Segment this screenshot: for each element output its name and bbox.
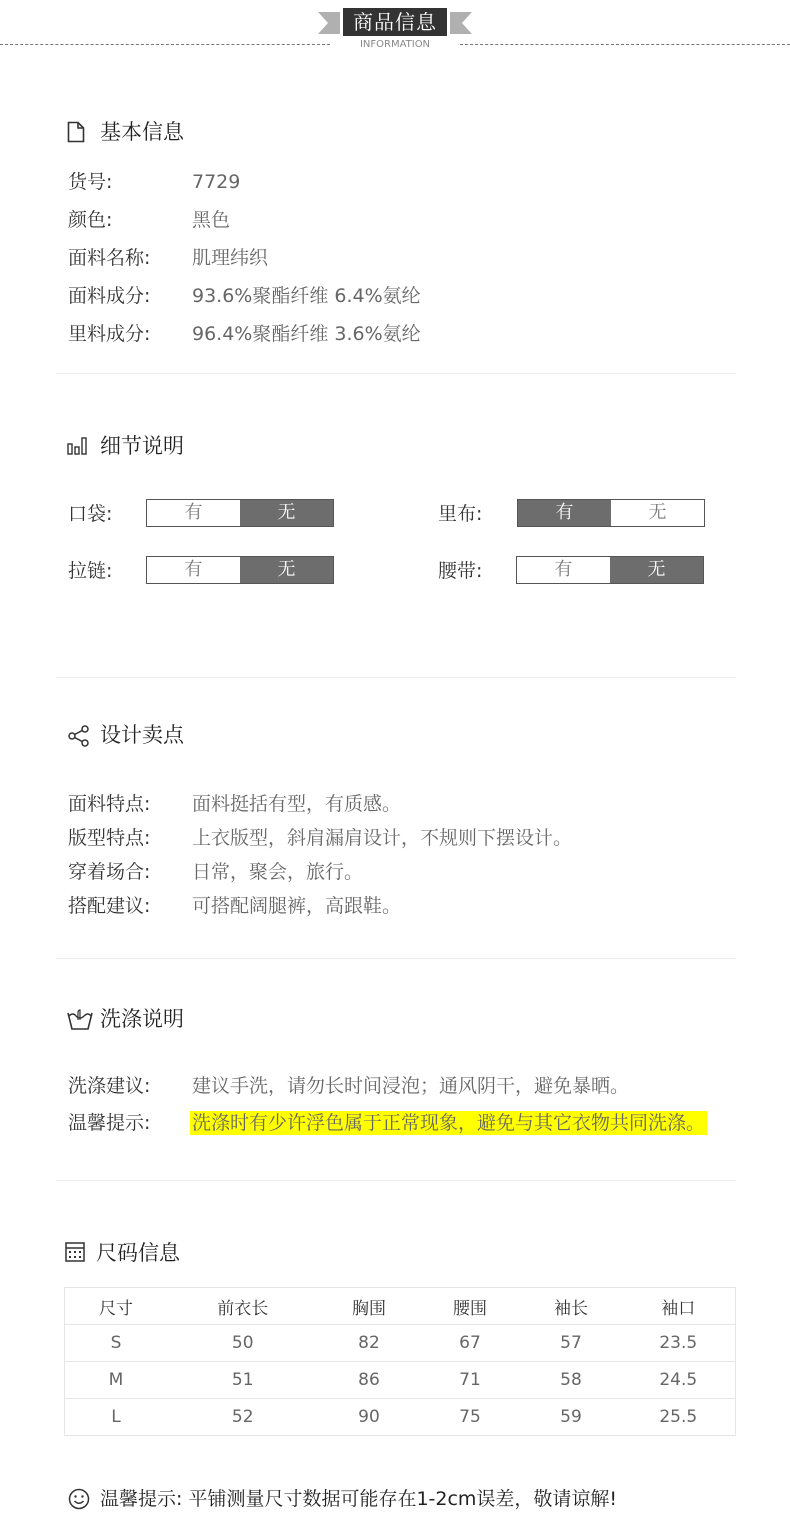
footer-note: 温馨提示: 平铺测量尺寸数据可能存在1-2cm误差，敬请谅解! xyxy=(100,1488,618,1510)
table-cell: 51 xyxy=(167,1362,319,1399)
banner-left-chevron-icon xyxy=(314,12,344,34)
table-row xyxy=(65,1399,736,1436)
design-label: 搭配建议: xyxy=(68,895,151,917)
belt-yes-option: 有 xyxy=(517,557,610,583)
table-cell: 86 xyxy=(318,1362,419,1399)
design-value: 日常，聚会，旅行。 xyxy=(192,861,364,883)
table-header-row xyxy=(65,1288,736,1325)
table-cell: 58 xyxy=(520,1362,621,1399)
table-cell: 82 xyxy=(318,1325,419,1362)
calendar-grid-icon xyxy=(65,1242,85,1262)
table-cell: L xyxy=(65,1399,167,1436)
section-divider xyxy=(56,677,736,678)
basic-value: 肌理纬织 xyxy=(192,247,269,269)
smiley-icon xyxy=(68,1488,90,1510)
bar-chart-icon xyxy=(67,436,91,456)
section-divider xyxy=(56,373,736,374)
table-cell: 24.5 xyxy=(621,1362,735,1399)
table-cell: 23.5 xyxy=(621,1325,735,1362)
table-cell: M xyxy=(65,1362,167,1399)
size-table xyxy=(64,1287,736,1436)
basic-value: 96.4%聚酯纤维 3.6%氨纶 xyxy=(192,323,421,345)
design-value: 可搭配阔腿裤，高跟鞋。 xyxy=(192,895,402,917)
basic-label: 颜色: xyxy=(68,209,113,231)
zipper-toggle xyxy=(146,556,334,584)
share-icon xyxy=(67,724,91,748)
size-title: 尺码信息 xyxy=(96,1241,180,1265)
table-cell: 57 xyxy=(520,1325,621,1362)
table-cell: 90 xyxy=(318,1399,419,1436)
table-header-cell: 袖长 xyxy=(520,1288,621,1325)
table-header-cell: 前衣长 xyxy=(167,1288,319,1325)
washing-title: 洗涤说明 xyxy=(100,1007,184,1031)
document-icon xyxy=(67,121,85,143)
table-cell: S xyxy=(65,1325,167,1362)
belt-toggle xyxy=(516,556,704,584)
zipper-no-option: 无 xyxy=(240,557,333,583)
table-cell: 25.5 xyxy=(621,1399,735,1436)
table-row xyxy=(65,1362,736,1399)
basic-label: 货号: xyxy=(68,171,113,193)
lining-label: 里布: xyxy=(438,503,483,525)
basic-label: 里料成分: xyxy=(68,323,151,345)
design-value: 上衣版型，斜肩漏肩设计，不规则下摆设计。 xyxy=(192,827,573,849)
lining-no-option: 无 xyxy=(611,500,704,526)
basic-value: 93.6%聚酯纤维 6.4%氨纶 xyxy=(192,285,421,307)
basic-label: 面料名称: xyxy=(68,247,151,269)
table-cell: 52 xyxy=(167,1399,319,1436)
section-divider xyxy=(56,958,736,959)
design-value: 面料挺括有型，有质感。 xyxy=(192,793,402,815)
design-title: 设计卖点 xyxy=(100,723,184,747)
washing-value: 建议手洗，请勿长时间浸泡；通风阴干，避免暴晒。 xyxy=(192,1075,630,1097)
table-header-cell: 腰围 xyxy=(419,1288,520,1325)
pocket-label: 口袋: xyxy=(68,503,113,525)
zipper-yes-option: 有 xyxy=(147,557,240,583)
table-cell: 67 xyxy=(419,1325,520,1362)
lining-yes-option: 有 xyxy=(518,500,611,526)
design-label: 面料特点: xyxy=(68,793,151,815)
table-row xyxy=(65,1325,736,1362)
table-cell: 50 xyxy=(167,1325,319,1362)
table-cell: 75 xyxy=(419,1399,520,1436)
table-header-cell: 袖口 xyxy=(621,1288,735,1325)
table-header-cell: 尺寸 xyxy=(65,1288,167,1325)
basic-value: 7729 xyxy=(192,171,241,193)
pocket-yes-option: 有 xyxy=(147,500,240,526)
lining-toggle xyxy=(517,499,705,527)
header-dash-right xyxy=(460,44,790,45)
basic-info-title: 基本信息 xyxy=(100,120,184,144)
belt-label: 腰带: xyxy=(438,560,483,582)
basic-label: 面料成分: xyxy=(68,285,151,307)
washing-label: 洗涤建议: xyxy=(68,1075,151,1097)
belt-no-option: 无 xyxy=(610,557,703,583)
design-label: 版型特点: xyxy=(68,827,151,849)
pocket-toggle xyxy=(146,499,334,527)
table-header-cell: 胸围 xyxy=(318,1288,419,1325)
zipper-label: 拉链: xyxy=(68,560,113,582)
header-subtitle: INFORMATION xyxy=(343,38,447,52)
pocket-no-option: 无 xyxy=(240,500,333,526)
header-title: 商品信息 xyxy=(343,8,447,36)
basic-value: 黑色 xyxy=(192,209,231,231)
design-label: 穿着场合: xyxy=(68,861,151,883)
banner-right-chevron-icon xyxy=(446,12,476,34)
details-title: 细节说明 xyxy=(100,434,184,458)
washing-tip-highlight: 洗涤时有少许浮色属于正常现象，避免与其它衣物共同洗涤。 xyxy=(192,1112,706,1134)
table-cell: 71 xyxy=(419,1362,520,1399)
section-divider xyxy=(56,1180,736,1181)
washing-label: 温馨提示: xyxy=(68,1112,151,1134)
table-cell: 59 xyxy=(520,1399,621,1436)
header-dash-left xyxy=(0,44,330,45)
wash-basin-icon xyxy=(66,1007,94,1031)
